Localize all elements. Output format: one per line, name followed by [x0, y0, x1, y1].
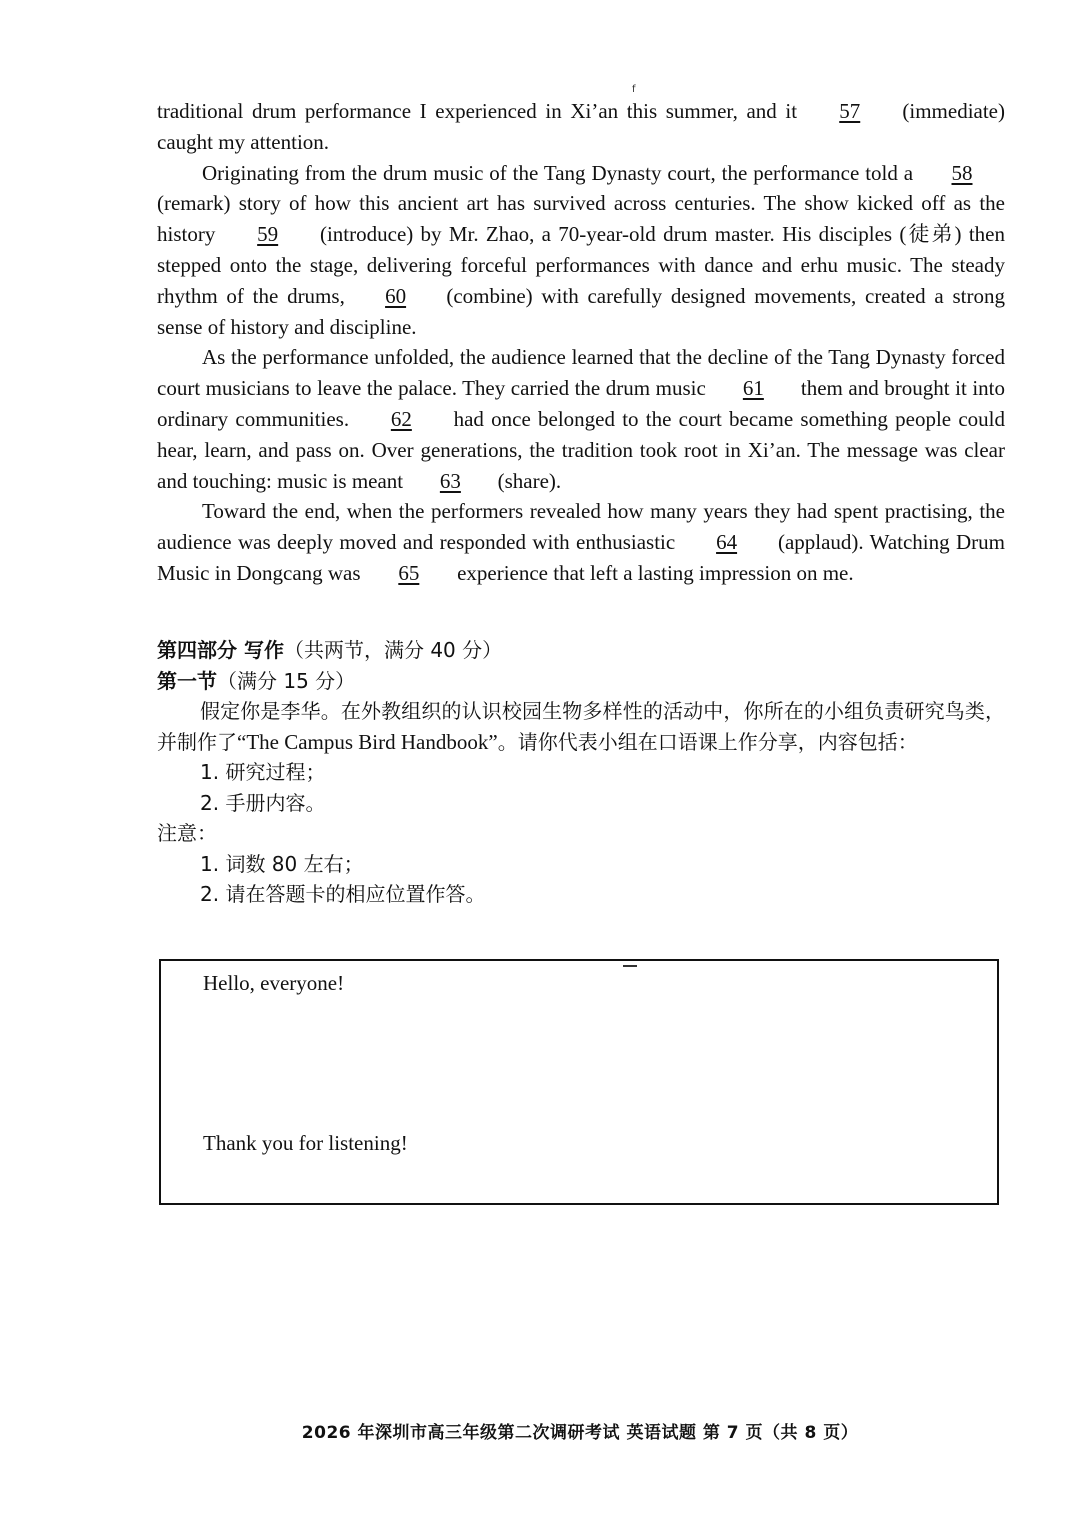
- writing-section: [157, 635, 1005, 910]
- passage-text: (immediate) caught my attention.: [157, 99, 1005, 154]
- note-item: 1. 词数 80 左右；: [200, 851, 364, 876]
- passage-text: (combine) with carefully designed movements, created a strong sense of history and discipline.: [157, 283, 1005, 339]
- passage-text: experience that left a lasting impression on me.: [451, 560, 854, 585]
- task-text: 。请你代表小组在口语课上作分享，内容包括：: [497, 729, 918, 754]
- blank-65: 65: [398, 560, 420, 585]
- blank-63: 63: [439, 468, 461, 493]
- closing-text: Thank you for listening!: [203, 1131, 408, 1155]
- cloze-passage: [157, 96, 1005, 589]
- page-footer: 2026 年深圳市高三年级第二次调研考试 英语试题 第 7 页（共 8 页）: [301, 1423, 859, 1443]
- passage-text: (share).: [492, 468, 562, 493]
- part-heading: [157, 635, 1005, 666]
- blank-59: 59: [257, 222, 279, 247]
- paragraph-2: [157, 158, 1005, 343]
- note-item: 2. 请在答题卡的相应位置作答。: [200, 882, 486, 906]
- passage-text: traditional drum performance I experienced in Xi’an this summer, and it: [157, 99, 806, 123]
- box-mark: [623, 965, 637, 967]
- content-item: 2. 手册内容。: [200, 790, 326, 815]
- blank-57: 57: [839, 99, 861, 123]
- section-note: （满分 15 分）: [217, 668, 356, 693]
- paragraph-3: [157, 342, 1005, 496]
- passage-text: had once belonged to the court became something people could hear, learn, and pass on. Over generations, the tradition took root in Xi’an. The message was clear and touching: music is meant: [157, 406, 1005, 493]
- blank-58: 58: [951, 160, 973, 185]
- task-text: 假定你是李华。在外教组织的认识校园生物多样性的活动中，你所在的小组负责研究鸟类，并制作了: [157, 699, 1005, 754]
- passage-text: (remark) story of how this ancient art has survived across centuries. The show kicked off as the history: [157, 191, 1005, 247]
- part-note: （共两节，满分 40 分）: [283, 638, 503, 662]
- passage-text: Originating from the drum music of the Tang Dynasty court, the performance told a: [202, 160, 919, 185]
- task-prompt: [157, 696, 1005, 757]
- part-title: 第四部分 写作: [157, 638, 284, 662]
- blank-62: 62: [390, 406, 412, 431]
- blank-60: 60: [385, 283, 407, 308]
- blank-61: 61: [742, 376, 764, 401]
- section-title: 第一节: [157, 668, 217, 693]
- blank-64: 64: [716, 530, 738, 555]
- passage-text: As the performance unfolded, the audience learned that the decline of the Tang Dynasty forced court musicians to leave the palace. They carried the drum music: [157, 345, 1005, 401]
- passage-text: Toward the end, when the performers revealed how many years they had spent practising, the audience was deeply moved and responded with enthusiastic: [157, 499, 1005, 555]
- content-item: 1. 研究过程；: [200, 760, 326, 784]
- section-heading: [157, 666, 1005, 697]
- paragraph-4: [157, 496, 1005, 588]
- answer-box: [159, 959, 999, 1205]
- passage-text: them and brought it into ordinary communities.: [157, 376, 1005, 431]
- greeting-text: Hello, everyone!: [203, 971, 345, 995]
- passage-text: (applaud). Watching Drum Music in Dongcang was: [157, 530, 1006, 585]
- handbook-title: “The Campus Bird Handbook”: [237, 729, 498, 754]
- paragraph-1: [157, 96, 1005, 158]
- stray-mark: f: [632, 84, 636, 95]
- notes-label: 注意：: [157, 821, 217, 845]
- passage-text: (introduce) by Mr. Zhao, a 70-year-old drum master. His disciples (徒弟) then stepped onto the stage, delivering forceful performances with dance and erhu music. The steady rhythm of the drums,: [157, 222, 1006, 308]
